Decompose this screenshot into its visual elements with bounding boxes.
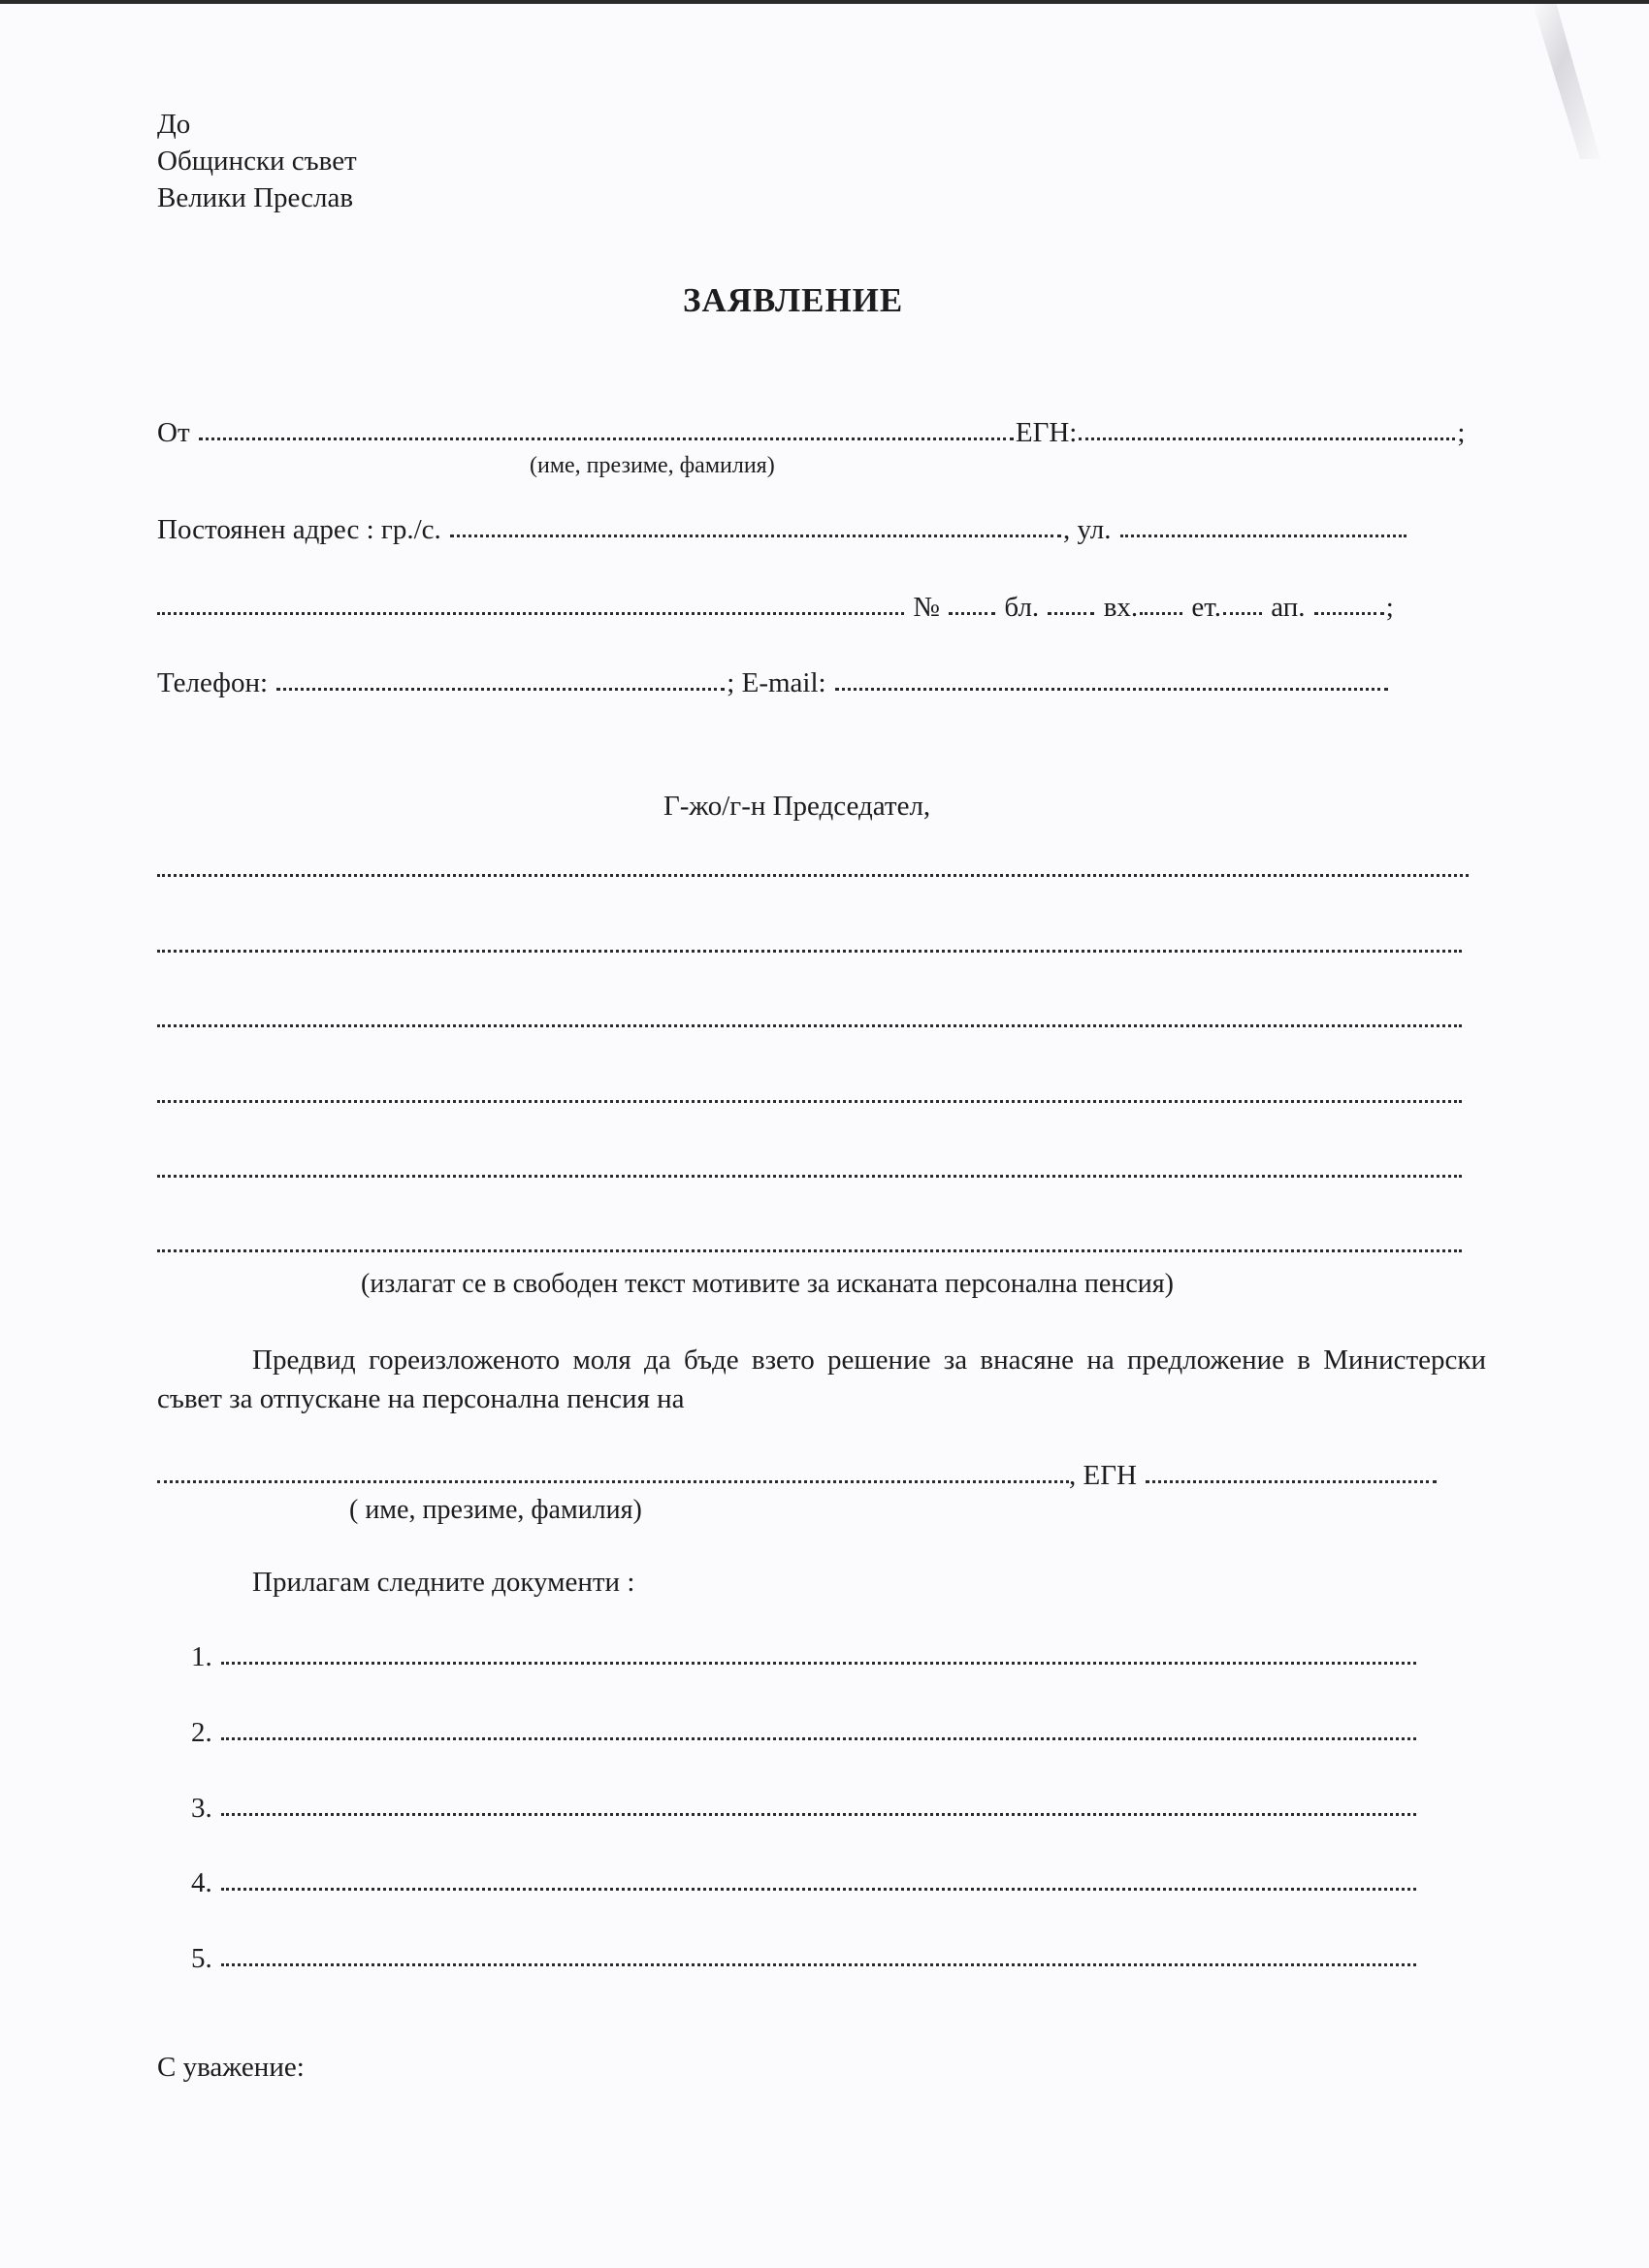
attachment-field-2[interactable] <box>221 1737 1416 1740</box>
motive-line <box>157 931 1462 959</box>
motive-line <box>157 856 1469 884</box>
block-input[interactable] <box>1048 581 1098 610</box>
attachment-field-5[interactable] <box>221 1963 1416 1966</box>
recipient-line-3: Велики Преслав <box>157 182 354 213</box>
motive-field-5[interactable] <box>157 1175 1462 1178</box>
motive-input-3[interactable] <box>157 993 1466 1022</box>
street-continued-field[interactable] <box>157 612 904 615</box>
street-label: , ул. <box>1063 514 1112 545</box>
motive-field-4[interactable] <box>157 1100 1462 1103</box>
email-input[interactable] <box>835 657 1392 686</box>
closing: С уважение: <box>157 2052 305 2083</box>
attachments-label: Прилагам следните документи : <box>252 1567 635 1598</box>
street-field[interactable] <box>1120 535 1406 537</box>
beneficiary-egn-input[interactable] <box>1146 1449 1440 1478</box>
beneficiary-egn-label: , ЕГН <box>1069 1460 1137 1491</box>
attachment-number: 2. <box>191 1717 212 1748</box>
floor-label: ет. <box>1191 592 1222 623</box>
entrance-label: вх. <box>1103 592 1139 623</box>
block-field[interactable] <box>1048 612 1094 615</box>
egn-suffix: ; <box>1457 417 1466 448</box>
beneficiary-name-field[interactable] <box>157 1480 1069 1483</box>
beneficiary-egn-field[interactable] <box>1146 1480 1437 1483</box>
attachment-input-4[interactable] <box>221 1857 1420 1886</box>
recipient-line-1: До <box>157 109 191 140</box>
motive-input-1[interactable] <box>157 843 1472 872</box>
block-label: бл. <box>1004 592 1040 623</box>
applicant-name-field[interactable] <box>199 437 1014 440</box>
entrance-field[interactable] <box>1140 612 1182 615</box>
apartment-field[interactable] <box>1314 612 1384 615</box>
beneficiary-name-input[interactable] <box>157 1449 1073 1478</box>
applicant-egn-field[interactable] <box>1079 437 1455 440</box>
egn-label: ЕГН: <box>1015 417 1078 448</box>
email-label: ; E-mail: <box>727 667 826 698</box>
beneficiary-row <box>157 1462 1439 1490</box>
motive-line <box>157 1231 1462 1259</box>
floor-input[interactable] <box>1223 581 1266 610</box>
attachment-item <box>191 1795 1418 1823</box>
scan-top-edge <box>0 0 1649 4</box>
attachment-number: 5. <box>191 1943 212 1974</box>
recipient-line-2: Общински съвет <box>157 146 357 177</box>
motive-input-5[interactable] <box>157 1144 1466 1173</box>
from-label: От <box>157 417 190 448</box>
phone-input[interactable] <box>276 657 728 686</box>
applicant-name-input[interactable] <box>199 406 1018 436</box>
motive-input-4[interactable] <box>157 1069 1466 1098</box>
address-row-2 <box>157 594 1394 622</box>
entrance-input[interactable] <box>1140 581 1186 610</box>
motive-field-3[interactable] <box>157 1024 1462 1027</box>
attachment-input-2[interactable] <box>221 1706 1420 1735</box>
motive-input-6[interactable] <box>157 1218 1466 1247</box>
attachment-field-1[interactable] <box>221 1662 1416 1665</box>
attachment-field-4[interactable] <box>221 1888 1416 1891</box>
attachment-input-5[interactable] <box>221 1932 1420 1961</box>
applicant-name-hint: (име, презиме, фамилия) <box>530 453 775 478</box>
motive-input-2[interactable] <box>157 919 1466 948</box>
attachment-field-3[interactable] <box>221 1813 1416 1816</box>
attachment-number: 3. <box>191 1793 212 1824</box>
salutation: Г-жо/г-н Председател, <box>663 791 931 822</box>
request-paragraph: Предвид гореизложеното моля да бъде взето решение за внасяне на предложение в Министерски съвет за отпускане на персонална пенсия на <box>157 1345 1486 1414</box>
attachment-item <box>191 1643 1418 1671</box>
page-curl-shadow <box>1533 4 1600 159</box>
phone-field[interactable] <box>276 688 725 691</box>
floor-field[interactable] <box>1223 612 1262 615</box>
attachment-input-3[interactable] <box>221 1782 1420 1811</box>
apartment-input[interactable] <box>1314 581 1388 610</box>
phone-label: Телефон: <box>157 667 269 698</box>
attachment-number: 1. <box>191 1641 212 1672</box>
street-continued-input[interactable] <box>157 581 908 610</box>
number-field[interactable] <box>949 612 995 615</box>
motive-field-1[interactable] <box>157 874 1469 877</box>
address-row-1 <box>157 516 1408 544</box>
motive-field-2[interactable] <box>157 950 1462 953</box>
email-field[interactable] <box>835 688 1388 691</box>
street-input[interactable] <box>1120 503 1410 533</box>
contact-row <box>157 669 1390 697</box>
motive-line <box>157 1156 1462 1184</box>
attachment-number: 4. <box>191 1867 212 1898</box>
applicant-row <box>157 419 1465 447</box>
attachment-item <box>191 1719 1418 1747</box>
number-input[interactable] <box>949 581 999 610</box>
motive-line <box>157 1082 1462 1110</box>
motives-hint: (излагат се в свободен текст мотивите за исканата персонална пенсия) <box>361 1269 1174 1299</box>
beneficiary-name-hint: ( име, презиме, фамилия) <box>349 1495 642 1525</box>
city-input[interactable] <box>450 503 1065 533</box>
city-field[interactable] <box>450 535 1061 537</box>
attachment-item <box>191 1869 1418 1897</box>
applicant-egn-input[interactable] <box>1079 406 1459 436</box>
motive-field-6[interactable] <box>157 1249 1462 1252</box>
motive-line <box>157 1006 1462 1034</box>
number-label: № <box>913 592 940 623</box>
attachment-item <box>191 1945 1418 1973</box>
address-end-suffix: ; <box>1385 592 1394 623</box>
document-title: ЗАЯВЛЕНИЕ <box>683 281 904 319</box>
attachment-input-1[interactable] <box>221 1631 1420 1660</box>
apartment-label: ап. <box>1271 592 1306 623</box>
address-label: Постоянен адрес : гр./с. <box>157 514 441 545</box>
